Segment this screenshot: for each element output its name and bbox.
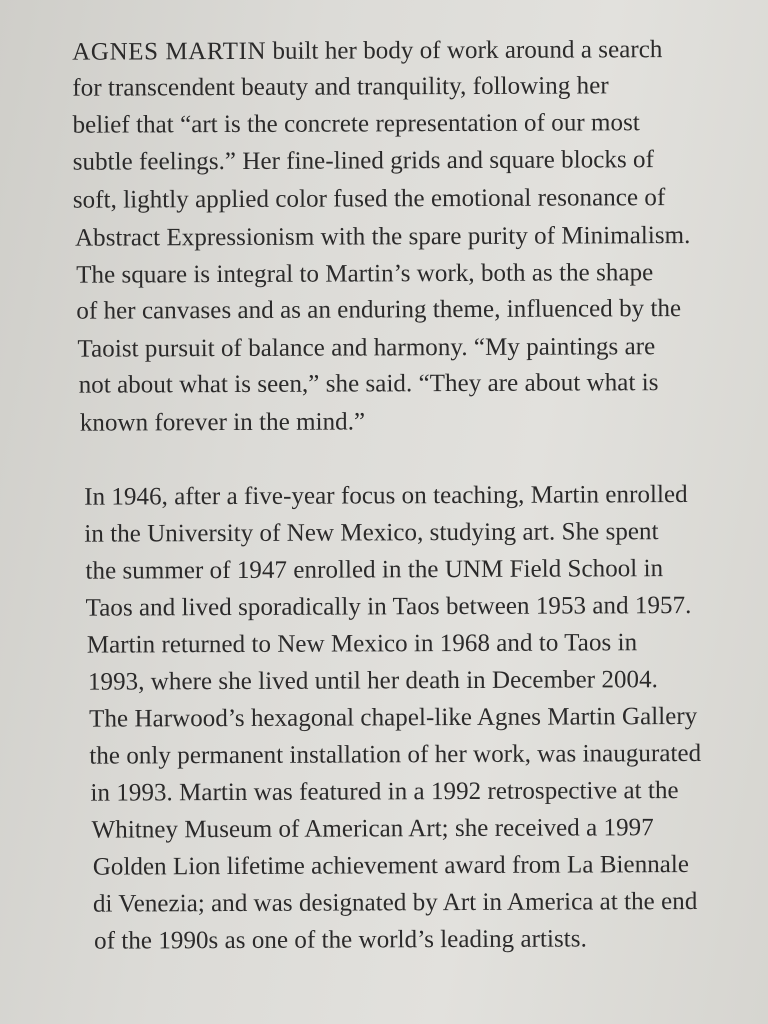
paragraph-1-line-8: of her canvases and as an enduring theme, influenced by the: [76, 295, 682, 325]
paragraph-1-line-3: belief that “art is the concrete representation of our most: [72, 109, 640, 139]
paragraph-1-line-6: Abstract Expressionism with the spare purity of Minimalism.: [74, 221, 691, 252]
paragraph-1-line-4: subtle feelings.” Her fine-lined grids and square blocks of: [72, 146, 655, 176]
paragraph-2-line-3: the summer of 1947 enrolled in the UNM Field School in: [85, 555, 664, 585]
paragraph-1-line-7: The square is integral to Martin’s work, both as the shape: [76, 259, 654, 289]
paragraph-1-line-9: Taoist pursuit of balance and harmony. “My paintings are: [77, 333, 656, 363]
artist-name: AGNES MARTIN: [72, 37, 267, 66]
paragraph-2-line-7: The Harwood’s hexagonal chapel-like Agnes Martin Gallery: [89, 702, 698, 733]
paragraph-1-line-2: for transcendent beauty and tranquility, following her: [72, 72, 609, 102]
paragraph-2-line-10: Whitney Museum of American Art; she received a 1997: [91, 814, 654, 844]
paragraph-2-line-13: of the 1990s as one of the world’s leading artists.: [94, 925, 587, 955]
paragraph-1-line-1-text: built her body of work around a search: [266, 36, 663, 65]
paragraph-2-line-5: Martin returned to New Mexico in 1968 and to Taos in: [86, 629, 638, 659]
paragraph-1-line-1: [72, 37, 662, 65]
paragraph-2-line-1: In 1946, after a five-year focus on teaching, Martin enrolled: [84, 481, 688, 511]
paragraph-2-line-8: the only permanent installation of her work, was inaugurated: [89, 739, 702, 770]
paragraph-2-line-11: Golden Lion lifetime achievement award from La Biennale: [92, 851, 690, 881]
paragraph-2-line-2: in the University of New Mexico, studying art. She spent: [84, 518, 659, 548]
paragraph-2-line-6: 1993, where she lived until her death in December 2004.: [87, 666, 658, 696]
paragraph-2-line-12: di Venezia; and was designated by Art in America at the end: [92, 887, 698, 918]
paragraph-1-line-10: not about what is seen,” she said. “They are about what is: [78, 369, 659, 399]
paragraph-2-line-4: Taos and lived sporadically in Taos between 1953 and 1957.: [85, 591, 692, 622]
paragraph-2-line-9: in 1993. Martin was featured in a 1992 retrospective at the: [90, 777, 679, 807]
paragraph-1-line-11: known forever in the mind.”: [79, 408, 366, 437]
paragraph-1-line-5: soft, lightly applied color fused the emotional resonance of: [72, 184, 666, 214]
